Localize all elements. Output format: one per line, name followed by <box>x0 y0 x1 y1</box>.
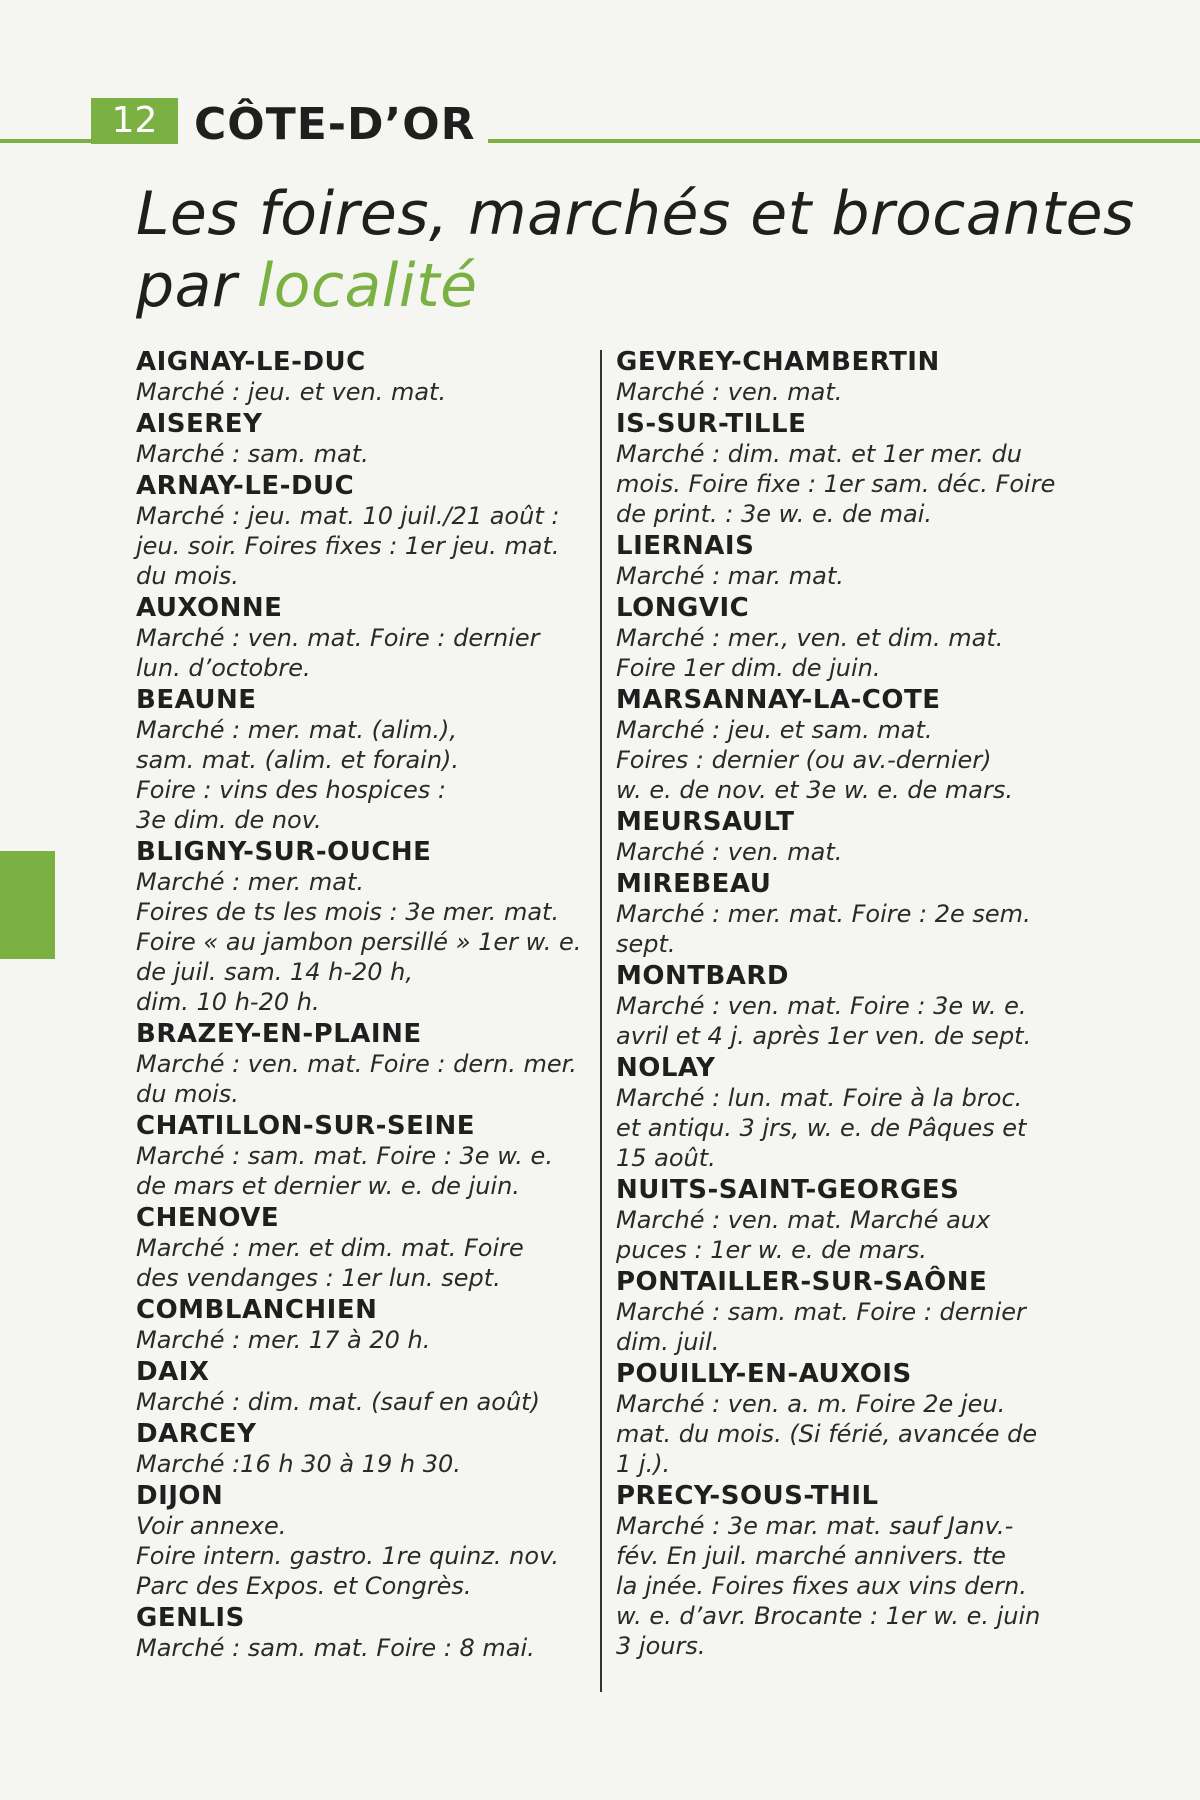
locality-entry <box>616 1053 1100 1173</box>
locality-entry <box>136 1295 588 1355</box>
locality-entry <box>616 531 1100 591</box>
locality-name: CHATILLON-SUR-SEINE <box>136 1111 476 1141</box>
locality-name: DARCEY <box>136 1419 257 1449</box>
locality-schedule: Marché : mer. et dim. mat. Foire des vendanges : 1er lun. sept. <box>136 1234 524 1292</box>
locality-entry <box>616 807 1100 867</box>
locality-name: NUITS-SAINT-GEORGES <box>616 1175 960 1205</box>
locality-entry <box>136 685 588 835</box>
locality-schedule: Marché : sam. mat. <box>136 440 369 468</box>
locality-schedule: Marché : ven. mat. Foire : dernier lun. d’octobre. <box>136 624 540 682</box>
locality-entry <box>136 471 588 591</box>
locality-schedule: Marché : dim. mat. et 1er mer. du mois. Foire fixe : 1er sam. déc. Foire de print. : 3e w. e. de mai. <box>616 440 1056 528</box>
locality-schedule: Marché : sam. mat. Foire : 8 mai. <box>136 1634 535 1662</box>
locality-schedule: Marché : jeu. et ven. mat. <box>136 378 447 406</box>
locality-entry <box>136 837 588 1017</box>
locality-name: MIREBEAU <box>616 869 772 899</box>
locality-schedule: Marché : ven. mat. <box>616 378 843 406</box>
locality-name: PRECY-SOUS-THIL <box>616 1481 879 1511</box>
column-divider <box>600 350 602 1692</box>
locality-entry <box>136 593 588 683</box>
locality-schedule: Marché : 3e mar. mat. sauf Janv.- fév. En juil. marché annivers. tte la jnée. Foires fixes aux vins dern. w. e. d’avr. Brocante : 1er w. e. juin 3 jours. <box>616 1512 1041 1660</box>
locality-name: BEAUNE <box>136 685 257 715</box>
locality-name: NOLAY <box>616 1053 716 1083</box>
locality-schedule: Marché : sam. mat. Foire : 3e w. e. de mars et dernier w. e. de juin. <box>136 1142 553 1200</box>
locality-entry <box>136 1481 588 1601</box>
locality-entry <box>616 1267 1100 1357</box>
locality-name: AUXONNE <box>136 593 283 623</box>
locality-name: MEURSAULT <box>616 807 795 837</box>
locality-entry <box>616 961 1100 1051</box>
locality-schedule: Marché : mer. 17 à 20 h. <box>136 1326 431 1354</box>
locality-name: DAIX <box>136 1357 210 1387</box>
locality-name: DIJON <box>136 1481 224 1511</box>
locality-name: COMBLANCHIEN <box>136 1295 378 1325</box>
locality-schedule: Marché : mer., ven. et dim. mat. Foire 1er dim. de juin. <box>616 624 1004 682</box>
locality-entry <box>136 347 588 407</box>
locality-name: PONTAILLER-SUR-SAÔNE <box>616 1267 988 1297</box>
page-number: 12 <box>91 98 178 144</box>
locality-schedule: Marché : sam. mat. Foire : dernier dim. juil. <box>616 1298 1026 1356</box>
locality-schedule: Marché : mer. mat. Foire : 2e sem. sept. <box>616 900 1031 958</box>
locality-entry <box>136 1419 588 1479</box>
locality-entry <box>616 685 1100 805</box>
locality-name: CHENOVE <box>136 1203 280 1233</box>
locality-schedule: Marché : jeu. et sam. mat. Foires : dernier (ou av.-dernier) w. e. de nov. et 3e w. e. de mars. <box>616 716 1013 804</box>
page-title <box>136 178 1156 322</box>
page-title-prefix: par <box>136 251 257 321</box>
locality-entry <box>616 1481 1100 1661</box>
locality-schedule: Marché : lun. mat. Foire à la broc. et antiqu. 3 jrs, w. e. de Pâques et 15 août. <box>616 1084 1027 1172</box>
locality-entry <box>136 1603 588 1663</box>
locality-name: GENLIS <box>136 1603 245 1633</box>
page-title-line1: Les foires, marchés et brocantes <box>136 179 1135 249</box>
locality-schedule: Voir annexe. Foire intern. gastro. 1re quinz. nov. Parc des Expos. et Congrès. <box>136 1512 559 1600</box>
department-title: CÔTE-D’OR <box>178 98 488 148</box>
locality-entry <box>136 1357 588 1417</box>
locality-name: AISEREY <box>136 409 263 439</box>
locality-entry <box>616 1359 1100 1479</box>
section-tab-marker <box>0 851 55 959</box>
locality-schedule: Marché : ven. mat. Marché aux puces : 1er w. e. de mars. <box>616 1206 991 1264</box>
locality-name: LIERNAIS <box>616 531 755 561</box>
locality-schedule: Marché : ven. mat. Foire : dern. mer. du mois. <box>136 1050 577 1108</box>
locality-schedule: Marché : mer. mat. Foires de ts les mois : 3e mer. mat. Foire « au jambon persillé » 1er w. e. de juil. sam. 14 h-20 h, dim. 10 h-20 h. <box>136 868 582 1016</box>
locality-name: MONTBARD <box>616 961 790 991</box>
locality-entry <box>136 1203 588 1293</box>
locality-name: BRAZEY-EN-PLAINE <box>136 1019 422 1049</box>
locality-schedule: Marché :16 h 30 à 19 h 30. <box>136 1450 461 1478</box>
locality-name: IS-SUR-TILLE <box>616 409 807 439</box>
page-title-accent: localité <box>256 251 478 321</box>
locality-schedule: Marché : jeu. mat. 10 juil./21 août : jeu. soir. Foires fixes : 1er jeu. mat. du mois. <box>136 502 560 590</box>
locality-schedule: Marché : mar. mat. <box>616 562 844 590</box>
locality-entry <box>616 1175 1100 1265</box>
locality-name: POUILLY-EN-AUXOIS <box>616 1359 912 1389</box>
locality-entry <box>616 869 1100 959</box>
locality-schedule: Marché : ven. a. m. Foire 2e jeu. mat. du mois. (Si férié, avancée de 1 j.). <box>616 1390 1038 1478</box>
locality-name: LONGVIC <box>616 593 750 623</box>
locality-entry <box>136 1111 588 1201</box>
locality-name: GEVREY-CHAMBERTIN <box>616 347 940 377</box>
locality-schedule: Marché : ven. mat. Foire : 3e w. e. avril et 4 j. après 1er ven. de sept. <box>616 992 1032 1050</box>
locality-name: MARSANNAY-LA-COTE <box>616 685 941 715</box>
locality-schedule: Marché : dim. mat. (sauf en août) <box>136 1388 540 1416</box>
locality-entry <box>616 593 1100 683</box>
locality-name: ARNAY-LE-DUC <box>136 471 355 501</box>
locality-schedule: Marché : ven. mat. <box>616 838 843 866</box>
left-column <box>136 345 588 1663</box>
locality-name: AIGNAY-LE-DUC <box>136 347 366 377</box>
locality-entry <box>136 409 588 469</box>
locality-entry <box>136 1019 588 1109</box>
locality-schedule: Marché : mer. mat. (alim.), sam. mat. (alim. et forain). Foire : vins des hospices : 3e dim. de nov. <box>136 716 460 834</box>
right-column <box>616 345 1100 1661</box>
locality-name: BLIGNY-SUR-OUCHE <box>136 837 432 867</box>
locality-entry <box>616 409 1100 529</box>
locality-entry <box>616 347 1100 407</box>
